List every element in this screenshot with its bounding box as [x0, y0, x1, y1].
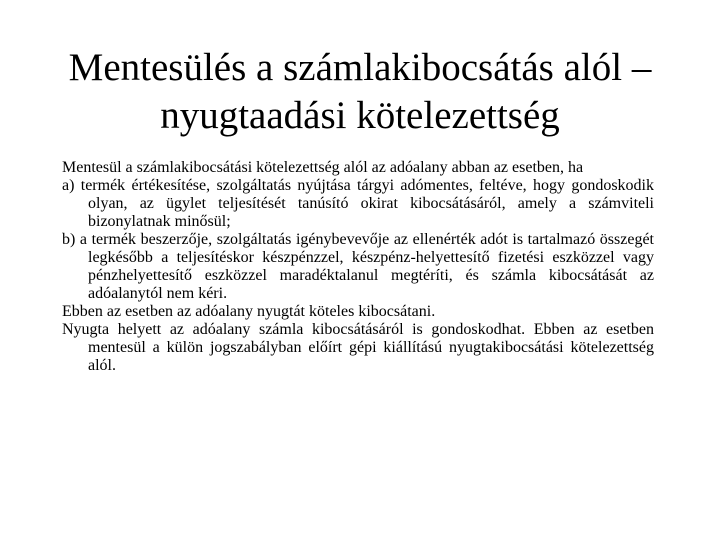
body-paragraph-intro: Mentesül a számlakibocsátási kötelezettség alól az adóalany abban az esetben, ha — [62, 159, 584, 176]
body-paragraph-invoice-alternative: Nyugta helyett az adóalany számla kibocsátásáról is gondoskodhat. Ebben az esetben mentesül a külön jogszabályban előírt gépi kiállítású nyugtakibocsátási kötelezettség alól. — [62, 321, 654, 374]
body-paragraph-receipt-obligation: Ebben az esetben az adóalany nyugtát köteles kibocsátani. — [62, 303, 436, 320]
slide-body — [62, 159, 654, 375]
body-paragraph-condition-a: a) termék értékesítése, szolgáltatás nyújtása tárgyi adómentes, feltéve, hogy gondoskodik olyan, az ügylet teljesítését tanúsító okirat kibocsátásáról, amely a számviteli bizonylatnak minősül; — [62, 177, 654, 230]
slide-title — [40, 44, 680, 140]
slide-title-line-2: nyugtaadási kötelezettség — [160, 94, 560, 137]
slide-title-line-1: Mentesülés a számlakibocsátás alól – — [68, 46, 652, 89]
body-paragraph-condition-b: b) a termék beszerzője, szolgáltatás igénybevevője az ellenérték adót is tartalmazó összegét legkésőbb a teljesítéskor készpénzzel, készpénz-helyettesítő fizetési eszközzel vagy pénzhelyettesítő eszközzel maradéktalanul megtéríti, és számla kibocsátását az adóalanytól nem kéri. — [62, 231, 654, 302]
